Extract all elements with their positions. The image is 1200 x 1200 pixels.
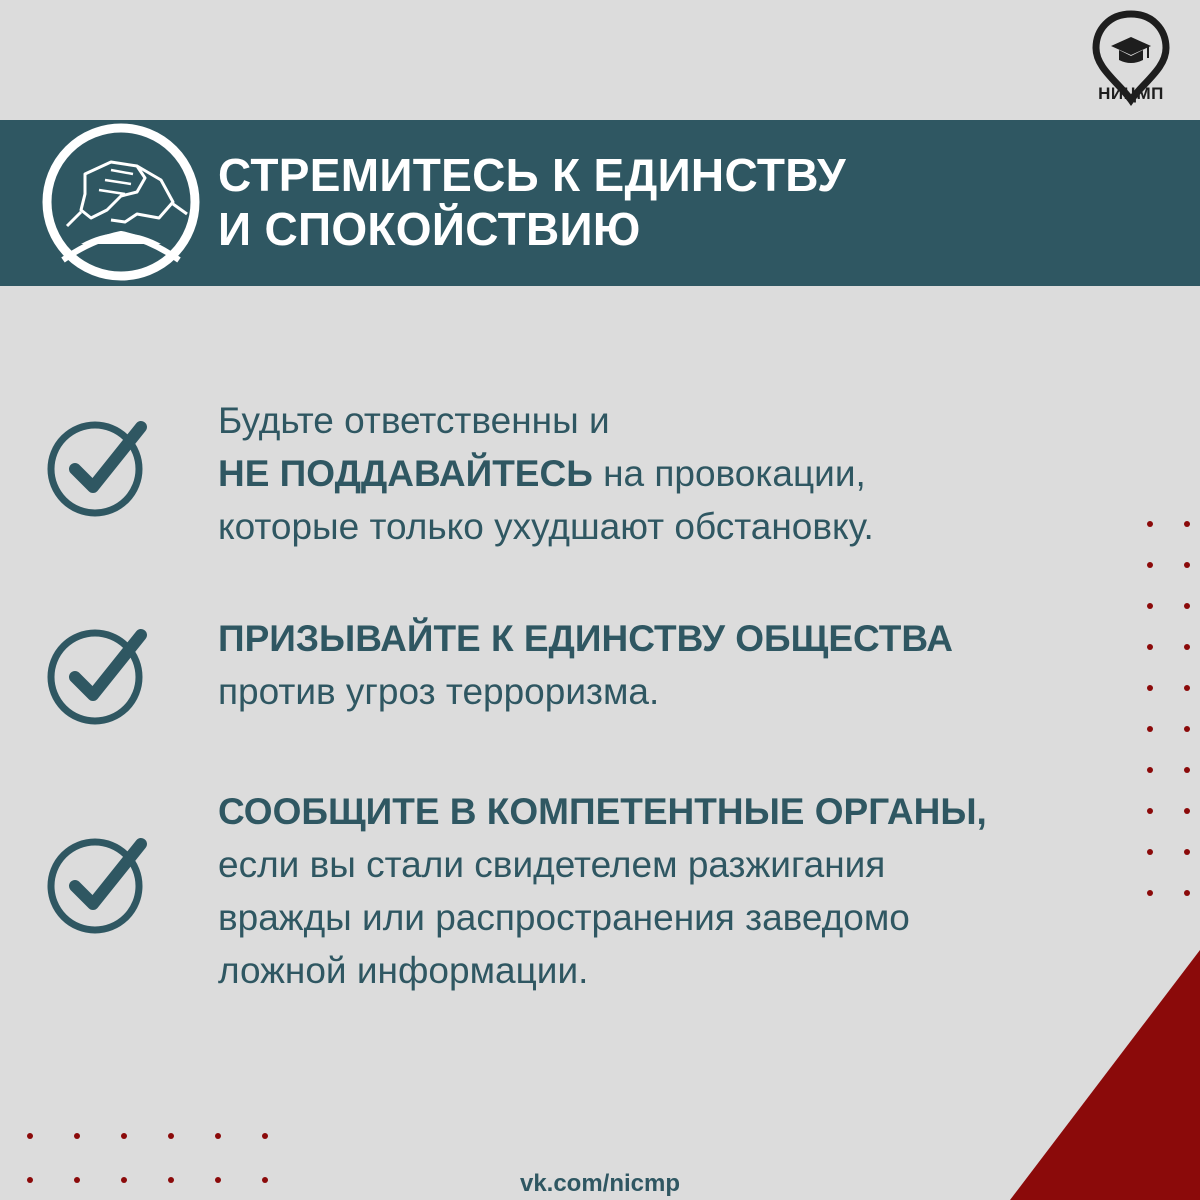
item-3-line-4: ложной информации. bbox=[218, 950, 589, 991]
decorative-dot bbox=[1184, 890, 1190, 896]
page-title bbox=[218, 148, 1118, 256]
decorative-dot bbox=[1147, 808, 1153, 814]
decorative-dot bbox=[168, 1133, 174, 1139]
list-item bbox=[218, 394, 1118, 553]
decorative-dot bbox=[1184, 726, 1190, 732]
decorative-dot bbox=[1147, 767, 1153, 773]
item-1-emphasis: НЕ ПОДДАВАЙТЕСЬ bbox=[218, 453, 593, 494]
logo-label: НИЦМП bbox=[1098, 84, 1164, 103]
decorative-dot bbox=[1184, 849, 1190, 855]
page-title-line-1: СТРЕМИТЕСЬ К ЕДИНСТВУ bbox=[218, 149, 846, 201]
item-2-line-2: против угроз терроризма. bbox=[218, 671, 660, 712]
decorative-dot bbox=[74, 1133, 80, 1139]
decorative-dot bbox=[121, 1133, 127, 1139]
decorative-dot bbox=[1147, 685, 1153, 691]
item-3-line-3: вражды или распространения заведомо bbox=[218, 897, 910, 938]
page-title-line-2: И СПОКОЙСТВИЮ bbox=[218, 203, 641, 255]
decorative-dot bbox=[1147, 890, 1153, 896]
handshake-icon bbox=[41, 122, 201, 282]
decorative-dot bbox=[1147, 849, 1153, 855]
decorative-dot bbox=[1184, 808, 1190, 814]
decorative-dot bbox=[1184, 562, 1190, 568]
item-1-line-3: которые только ухудшают обстановку. bbox=[218, 506, 874, 547]
check-circle-icon bbox=[45, 413, 151, 519]
decorative-dot bbox=[1147, 562, 1153, 568]
check-circle-icon bbox=[45, 621, 151, 727]
decorative-dot bbox=[262, 1177, 268, 1183]
decorative-dot bbox=[1147, 644, 1153, 650]
corner-triangle-decoration bbox=[1010, 950, 1200, 1200]
decorative-dot bbox=[121, 1177, 127, 1183]
list-item bbox=[218, 785, 1118, 997]
item-1-line-1: Будьте ответственны и bbox=[218, 400, 610, 441]
item-3-line-2: если вы стали свидетелем разжигания bbox=[218, 844, 886, 885]
decorative-dot bbox=[1184, 521, 1190, 527]
decorative-dot bbox=[262, 1133, 268, 1139]
decorative-dot bbox=[27, 1177, 33, 1183]
decorative-dot bbox=[1184, 685, 1190, 691]
decorative-dot bbox=[1147, 603, 1153, 609]
decorative-dot bbox=[215, 1177, 221, 1183]
footer-link[interactable]: vk.com/nicmp bbox=[519, 1170, 681, 1197]
check-circle-icon bbox=[45, 830, 151, 936]
item-2-line-1: ПРИЗЫВАЙТЕ К ЕДИНСТВУ ОБЩЕСТВА bbox=[218, 618, 953, 659]
decorative-dot bbox=[215, 1133, 221, 1139]
list-item bbox=[218, 612, 1118, 718]
decorative-dot bbox=[1184, 644, 1190, 650]
item-3-line-1: СООБЩИТЕ В КОМПЕТЕНТНЫЕ ОРГАНЫ, bbox=[218, 791, 987, 832]
decorative-dot bbox=[74, 1177, 80, 1183]
decorative-dot bbox=[168, 1177, 174, 1183]
decorative-dot bbox=[1147, 726, 1153, 732]
item-1-line-2-rest: на провокации, bbox=[592, 453, 866, 494]
decorative-dot bbox=[1147, 521, 1153, 527]
decorative-dot bbox=[27, 1133, 33, 1139]
item-1-line-2 bbox=[218, 447, 1118, 500]
decorative-dot bbox=[1184, 767, 1190, 773]
decorative-dot bbox=[1184, 603, 1190, 609]
